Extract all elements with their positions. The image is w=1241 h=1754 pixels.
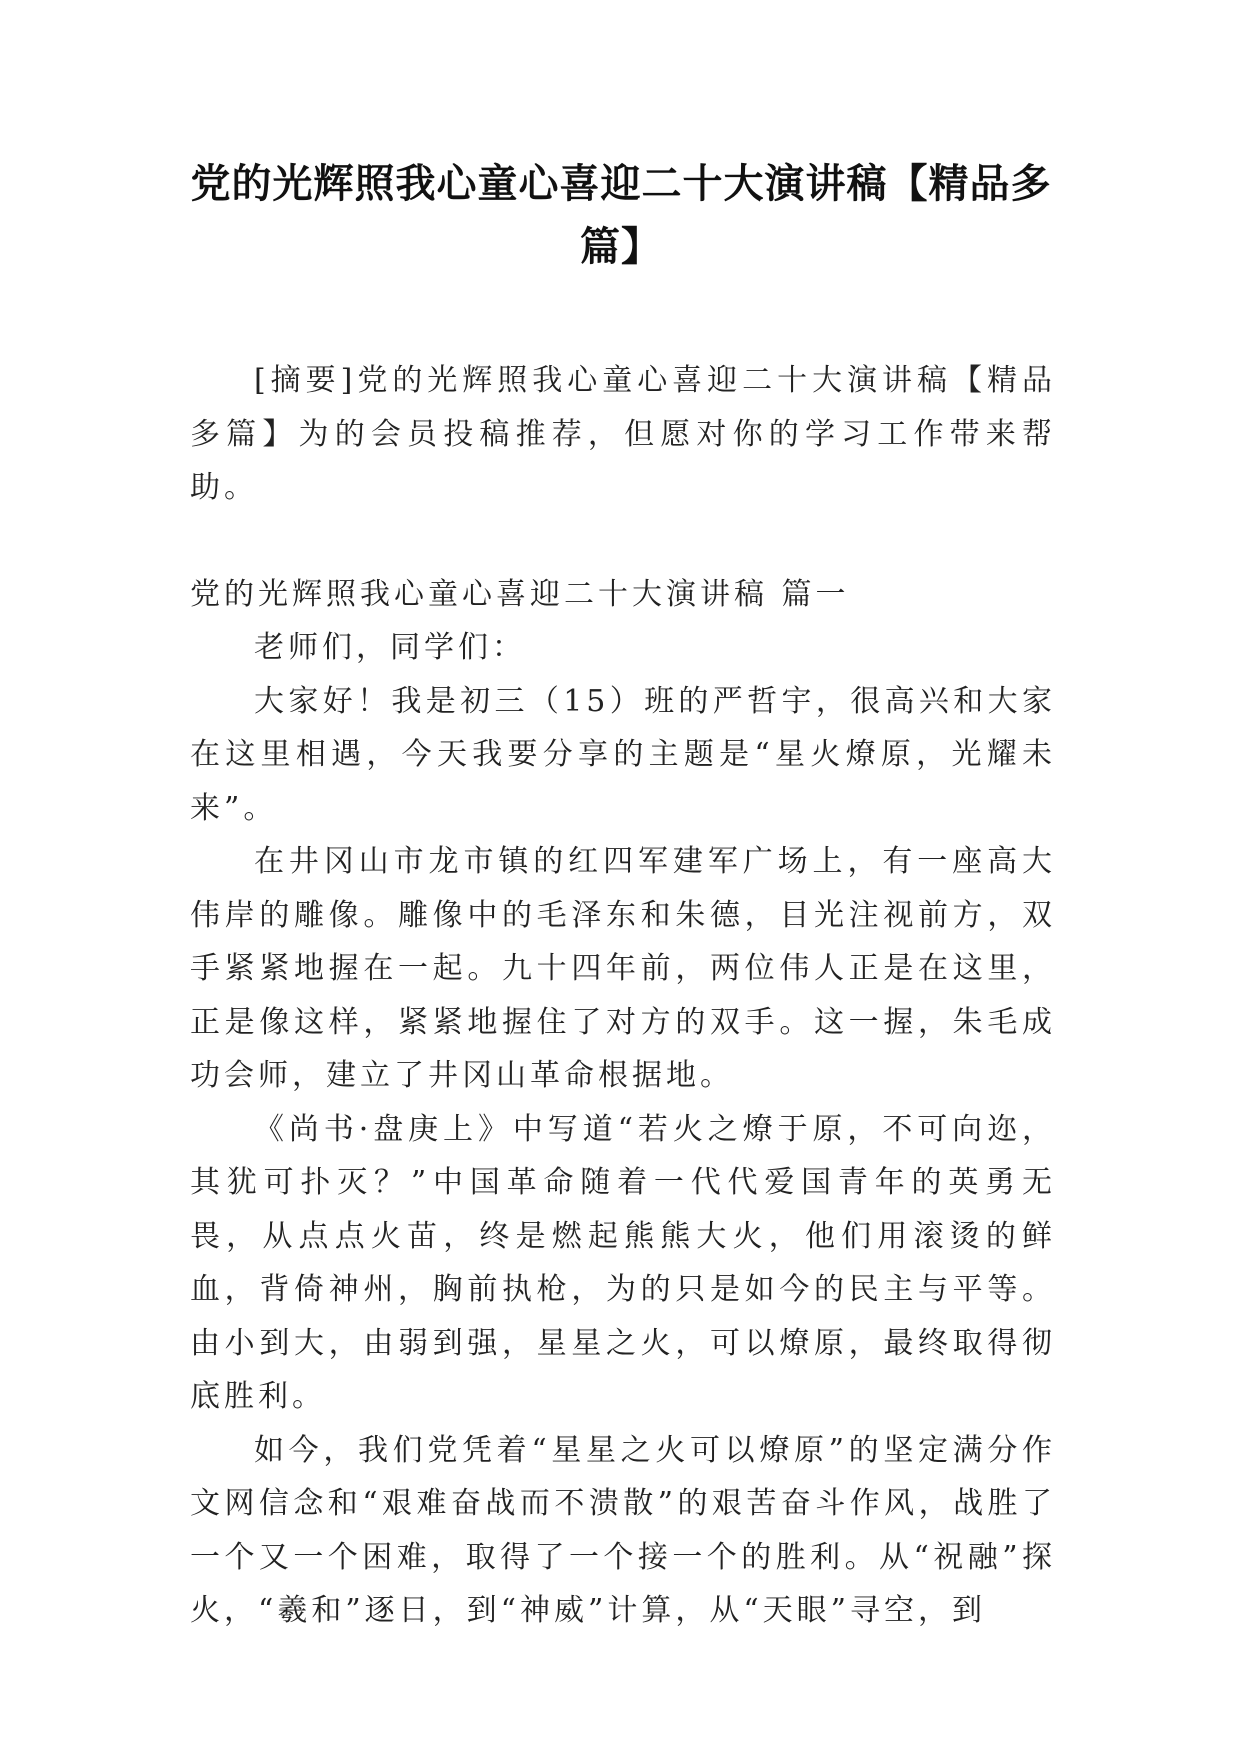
body-paragraph: 大家好！我是初三（15）班的严哲宇，很高兴和大家在这里相遇，今天我要分享的主题是“星火燎原，光耀未来”。 bbox=[190, 683, 1056, 826]
document-body bbox=[190, 354, 1056, 1638]
section-heading: 党的光辉照我心童心喜迎二十大演讲稿 篇一 bbox=[190, 576, 850, 612]
document-title: 党的光辉照我心童心喜迎二十大演讲稿【精品多篇】 bbox=[190, 160, 1052, 270]
body-paragraph: 在井冈山市龙市镇的红四军建军广场上，有一座高大伟岸的雕像。雕像中的毛泽东和朱德，目光注视前方，双手紧紧地握在一起。九十四年前，两位伟人正是在这里，正是像这样，紧紧地握住了对方的双手。这一握，朱毛成功会师，建立了井冈山革命根据地。 bbox=[190, 844, 1056, 1093]
abstract-paragraph: [摘要]党的光辉照我心童心喜迎二十大演讲稿【精品多篇】为的会员投稿推荐，但愿对你的学习工作带来帮助。 bbox=[190, 363, 1056, 505]
salutation-paragraph: 老师们，同学们： bbox=[254, 630, 526, 665]
paragraph-gap bbox=[190, 515, 1056, 568]
body-paragraph: 如今，我们党凭着“星星之火可以燎原”的坚定满分作文网信念和“艰难奋战而不溃散”的艰苦奋斗作风，战胜了一个又一个困难，取得了一个接一个的胜利。从“祝融”探火，“羲和”逐日，到“神威”计算，从“天眼”寻空，到 bbox=[190, 1432, 1056, 1628]
body-paragraph: 《尚书·盘庚上》中写道“若火之燎于原，不可向迩，其犹可扑灭？”中国革命随着一代代爱国青年的英勇无畏，从点点火苗，终是燃起熊熊大火，他们用滚烫的鲜血，背倚神州，胸前执枪，为的只是如今的民主与平等。由小到大，由弱到强，星星之火，可以燎原，最终取得彻底胜利。 bbox=[190, 1111, 1056, 1414]
